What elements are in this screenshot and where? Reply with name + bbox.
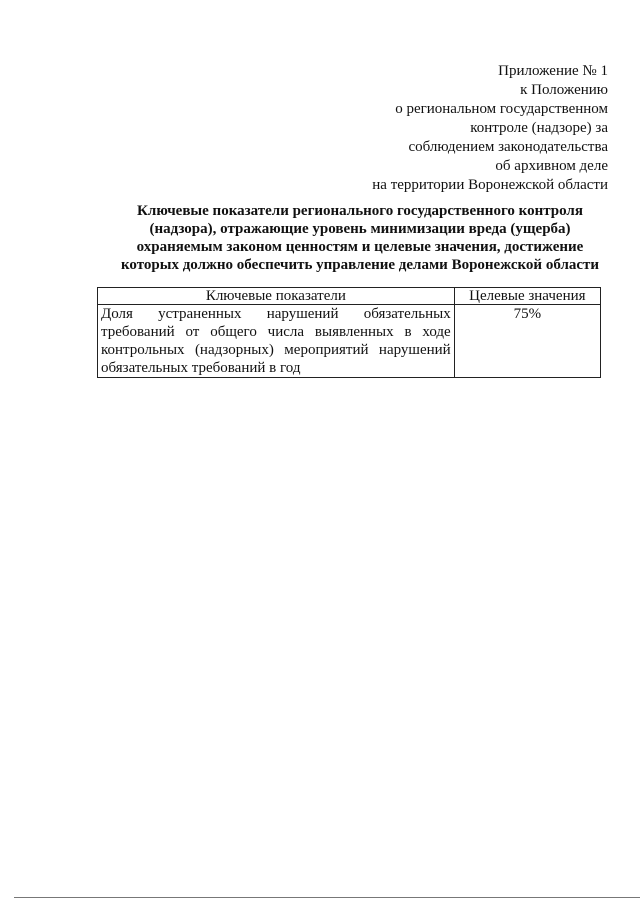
table-header-row — [98, 288, 601, 305]
title-line: Ключевые показатели регионального государственного контроля — [137, 203, 583, 219]
appendix-line: на территории Воронежской области — [372, 177, 608, 193]
header-target-values: Целевые значения — [454, 288, 600, 305]
title-line: (надзора), отражающие уровень минимизации вреда (ущерба) — [149, 221, 571, 237]
appendix-line: об архивном деле — [495, 158, 608, 174]
page-bottom-divider — [14, 897, 640, 898]
appendix-header — [308, 62, 608, 195]
appendix-line: о региональном государственном — [395, 101, 608, 117]
table-row — [98, 305, 601, 378]
title-line: охраняемым законом ценностям и целевые значения, достижение — [136, 239, 584, 255]
header-key-indicators: Ключевые показатели — [98, 288, 455, 305]
target-value-cell: 75% — [454, 305, 600, 378]
appendix-line: соблюдением законодательства — [408, 139, 608, 155]
indicator-cell: Доля устраненных нарушений обязательных требований от общего числа выявленных в ходе контрольных (надзорных) мероприятий нарушений обязательных требований в год — [98, 305, 455, 378]
appendix-line: Приложение № 1 — [498, 63, 608, 79]
title-line: которых должно обеспечить управление делами Воронежской области — [120, 257, 600, 273]
indicators-table — [97, 287, 601, 378]
appendix-line: контроле (надзоре) за — [470, 120, 608, 136]
document-title — [60, 202, 640, 274]
appendix-line: к Положению — [520, 82, 608, 98]
